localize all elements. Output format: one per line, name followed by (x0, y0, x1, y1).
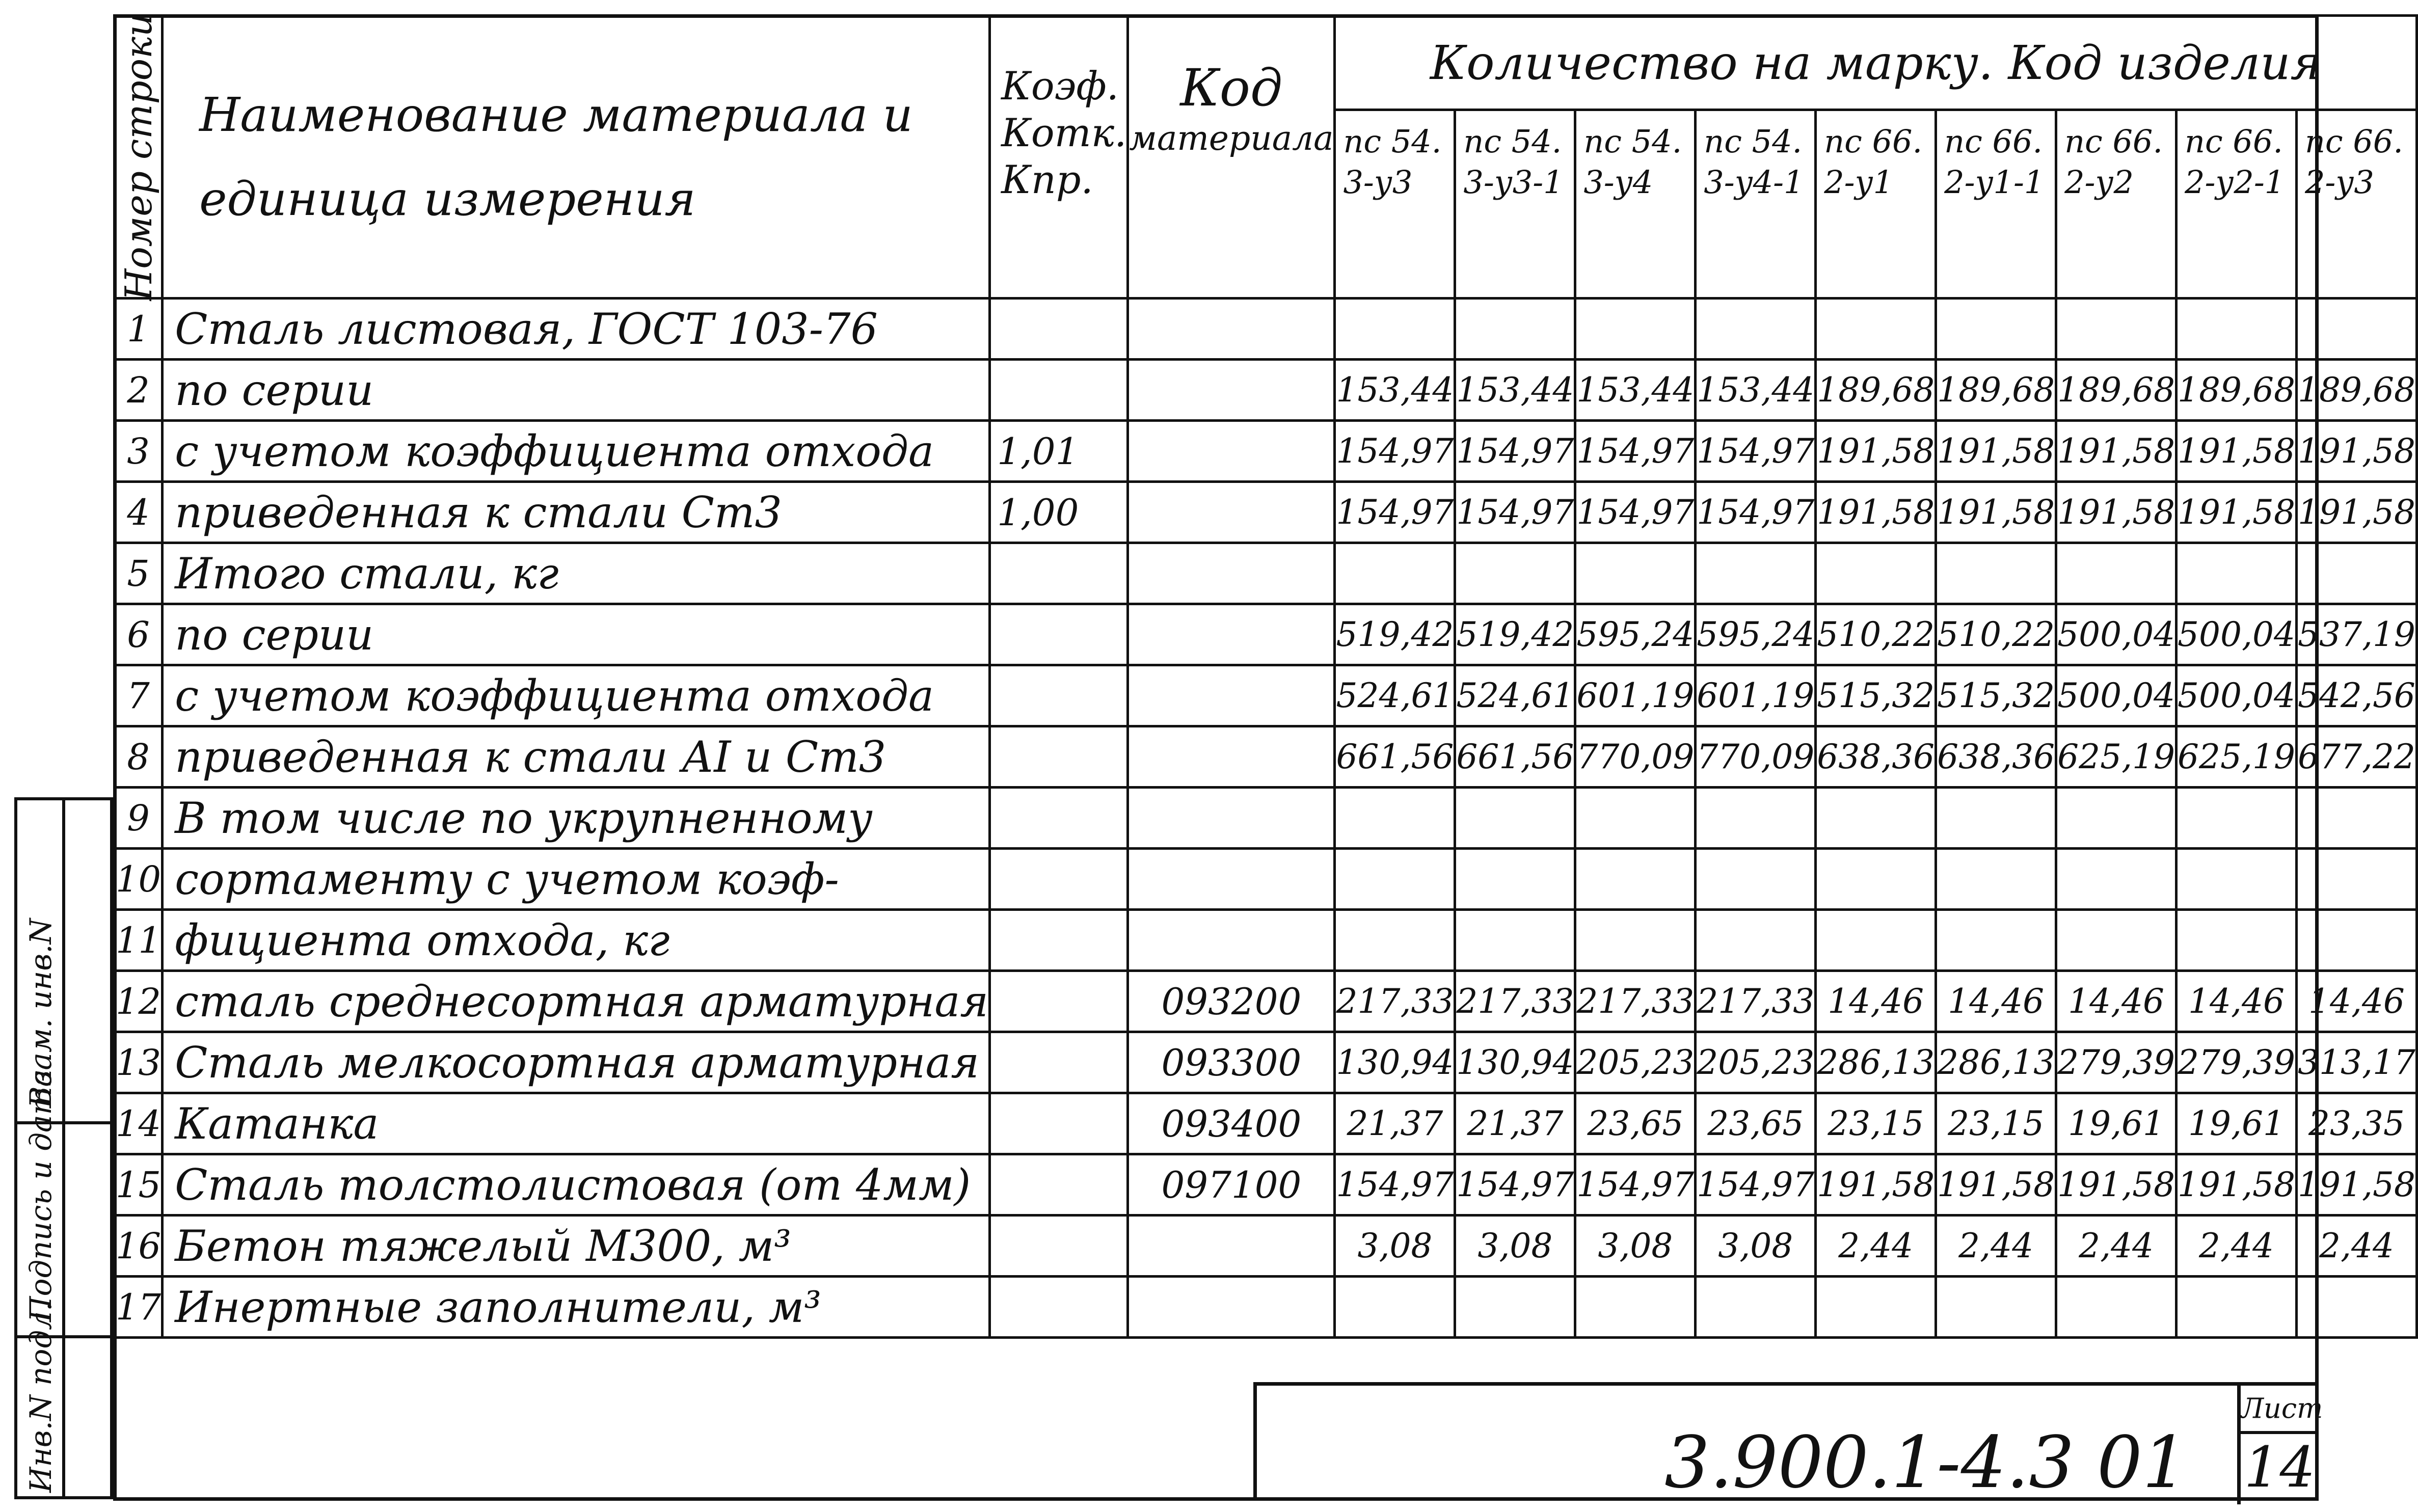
header-mark: пс 66. 2-у1-1 (1936, 110, 2056, 299)
material-code (1128, 665, 1335, 726)
table-row (115, 1154, 2417, 1216)
coefficient (990, 788, 1128, 849)
quantity-cell: 23,65 (1575, 1093, 1696, 1154)
quantity-cell: 519,42 (1455, 604, 1575, 665)
quantity-cell: 3,08 (1335, 1216, 1455, 1277)
quantity-cell: 217,33 (1455, 971, 1575, 1032)
stamp-signature-date: Подпись и дата (23, 1069, 58, 1322)
coefficient (990, 360, 1128, 421)
coefficient (990, 1032, 1128, 1093)
material-code (1128, 788, 1335, 849)
table-row (115, 788, 2417, 849)
table-row (115, 604, 2417, 665)
quantity-cell: 537,19 (2296, 604, 2416, 665)
quantity-cell: 19,61 (2177, 1093, 2297, 1154)
quantity-cell: 189,68 (2296, 360, 2416, 421)
quantity-cell: 23,15 (1816, 1093, 1936, 1154)
quantity-cell: 510,22 (1816, 604, 1936, 665)
quantity-cell: 189,68 (1816, 360, 1936, 421)
row-number: 15 (115, 1154, 163, 1216)
quantity-cell (1575, 543, 1696, 604)
quantity-cell (1936, 788, 2056, 849)
quantity-cell (1816, 849, 1936, 910)
quantity-cell: 154,97 (1455, 421, 1575, 482)
coefficient (990, 849, 1128, 910)
quantity-cell (1696, 543, 1816, 604)
material-code (1128, 910, 1335, 971)
material-name: Катанка (163, 1093, 990, 1154)
header-mark: пс 66. 2-у3 (2296, 110, 2416, 299)
quantity-cell: 14,46 (2296, 971, 2416, 1032)
quantity-cell: 23,35 (2296, 1093, 2416, 1154)
material-code (1128, 360, 1335, 421)
quantity-cell: 154,97 (1335, 482, 1455, 543)
quantity-cell (1936, 299, 2056, 360)
material-name: Сталь мелкосортная арматурная (163, 1032, 990, 1093)
quantity-cell: 770,09 (1696, 726, 1816, 788)
quantity-cell: 625,19 (2177, 726, 2297, 788)
coefficient (990, 665, 1128, 726)
material-name: сортаменту с учетом коэф- (163, 849, 990, 910)
quantity-cell (2296, 299, 2416, 360)
quantity-cell: 542,56 (2296, 665, 2416, 726)
quantity-cell: 19,61 (2056, 1093, 2177, 1154)
quantity-cell: 515,32 (1816, 665, 1936, 726)
quantity-cell: 191,58 (1816, 421, 1936, 482)
quantity-cell: 524,61 (1455, 665, 1575, 726)
quantity-cell (1455, 1277, 1575, 1338)
material-name: с учетом коэффициента отхода (163, 421, 990, 482)
quantity-cell: 153,44 (1455, 360, 1575, 421)
quantity-cell: 519,42 (1335, 604, 1455, 665)
quantity-cell (2056, 849, 2177, 910)
quantity-cell (1335, 910, 1455, 971)
quantity-cell (2177, 543, 2297, 604)
row-number: 6 (115, 604, 163, 665)
quantity-cell: 14,46 (2177, 971, 2297, 1032)
quantity-cell: 638,36 (1936, 726, 2056, 788)
quantity-cell (2177, 1277, 2297, 1338)
quantity-cell: 191,58 (1936, 1154, 2056, 1216)
title-block (1253, 1382, 2323, 1504)
header-material-code: Код материала (1128, 16, 1335, 299)
table-row (115, 360, 2417, 421)
coefficient (990, 1093, 1128, 1154)
row-number: 11 (115, 910, 163, 971)
row-number: 4 (115, 482, 163, 543)
coefficient (990, 299, 1128, 360)
material-name: приведенная к стали АI и Ст3 (163, 726, 990, 788)
coefficient (990, 1216, 1128, 1277)
quantity-cell (1335, 788, 1455, 849)
coefficient (990, 543, 1128, 604)
quantity-cell: 500,04 (2056, 665, 2177, 726)
quantity-cell (1696, 910, 1816, 971)
quantity-cell (1936, 1277, 2056, 1338)
quantity-cell (1455, 299, 1575, 360)
quantity-cell: 625,19 (2056, 726, 2177, 788)
header-mark: пс 54. 3-у4 (1575, 110, 1696, 299)
quantity-cell: 21,37 (1455, 1093, 1575, 1154)
table-row (115, 726, 2417, 788)
coefficient (990, 1277, 1128, 1338)
quantity-cell: 191,58 (2177, 482, 2297, 543)
coefficient: 1,00 (990, 482, 1128, 543)
quantity-cell: 595,24 (1696, 604, 1816, 665)
quantity-cell: 23,15 (1936, 1093, 2056, 1154)
table-row (115, 543, 2417, 604)
quantity-cell: 154,97 (1455, 482, 1575, 543)
quantity-cell (1816, 1277, 1936, 1338)
material-code (1128, 1216, 1335, 1277)
material-name: Сталь толстолистовая (от 4мм) (163, 1154, 990, 1216)
quantity-cell: 3,08 (1575, 1216, 1696, 1277)
quantity-cell: 2,44 (1936, 1216, 2056, 1277)
quantity-cell (1936, 910, 2056, 971)
material-code: 097100 (1128, 1154, 1335, 1216)
document-number: 3.900.1-4.3 01 (1664, 1421, 2188, 1504)
quantity-cell (1936, 849, 2056, 910)
quantity-cell: 191,58 (1816, 482, 1936, 543)
quantity-cell: 205,23 (1575, 1032, 1696, 1093)
header-mark: пс 54. 3-у3-1 (1455, 110, 1575, 299)
quantity-cell: 154,97 (1575, 482, 1696, 543)
row-number: 5 (115, 543, 163, 604)
quantity-cell (1455, 910, 1575, 971)
quantity-cell (2056, 910, 2177, 971)
quantity-cell: 191,58 (2296, 1154, 2416, 1216)
quantity-cell (1696, 788, 1816, 849)
row-number: 1 (115, 299, 163, 360)
quantity-cell: 3,08 (1455, 1216, 1575, 1277)
material-name: по серии (163, 604, 990, 665)
quantity-cell (2177, 299, 2297, 360)
quantity-cell: 601,19 (1575, 665, 1696, 726)
quantity-cell: 21,37 (1335, 1093, 1455, 1154)
quantity-cell (1575, 299, 1696, 360)
quantity-cell: 661,56 (1455, 726, 1575, 788)
quantity-cell: 130,94 (1335, 1032, 1455, 1093)
quantity-cell (1696, 299, 1816, 360)
quantity-cell: 153,44 (1575, 360, 1696, 421)
quantity-cell (2296, 788, 2416, 849)
quantity-cell (1335, 299, 1455, 360)
material-name: по серии (163, 360, 990, 421)
coefficient (990, 604, 1128, 665)
material-code (1128, 299, 1335, 360)
quantity-cell (2056, 299, 2177, 360)
quantity-cell (1335, 849, 1455, 910)
header-row-number: Номер строки (115, 16, 163, 299)
material-code (1128, 849, 1335, 910)
material-code (1128, 421, 1335, 482)
coefficient (990, 910, 1128, 971)
quantity-cell: 217,33 (1335, 971, 1455, 1032)
row-number: 14 (115, 1093, 163, 1154)
quantity-cell (1455, 788, 1575, 849)
sheet-number: 14 (2244, 1435, 2316, 1500)
quantity-cell: 286,13 (1936, 1032, 2056, 1093)
quantity-cell (1455, 543, 1575, 604)
quantity-cell: 601,19 (1696, 665, 1816, 726)
row-number: 2 (115, 360, 163, 421)
table-row (115, 1277, 2417, 1338)
quantity-cell: 153,44 (1696, 360, 1816, 421)
table-row (115, 1216, 2417, 1277)
quantity-cell: 154,97 (1335, 1154, 1455, 1216)
quantity-cell (1816, 788, 1936, 849)
quantity-cell: 217,33 (1696, 971, 1816, 1032)
quantity-cell: 189,68 (2056, 360, 2177, 421)
header-mark: пс 54. 3-у3 (1335, 110, 1455, 299)
header-coefficient: Коэф. Котк. Кпр. (990, 16, 1128, 299)
quantity-cell: 154,97 (1455, 1154, 1575, 1216)
quantity-cell (1575, 788, 1696, 849)
quantity-cell: 189,68 (1936, 360, 2056, 421)
material-code: 093300 (1128, 1032, 1335, 1093)
quantity-cell (1936, 543, 2056, 604)
quantity-cell: 2,44 (2177, 1216, 2297, 1277)
quantity-cell (2177, 910, 2297, 971)
table-row (115, 482, 2417, 543)
quantity-cell: 279,39 (2177, 1032, 2297, 1093)
quantity-cell: 595,24 (1575, 604, 1696, 665)
quantity-cell: 153,44 (1335, 360, 1455, 421)
header-mark: пс 66. 2-у2 (2056, 110, 2177, 299)
quantity-cell: 279,39 (2056, 1032, 2177, 1093)
table-row (115, 910, 2417, 971)
header-quantity: Количество на марку. Код изделия (1335, 16, 2416, 110)
quantity-cell: 154,97 (1696, 482, 1816, 543)
material-code (1128, 726, 1335, 788)
quantity-cell: 500,04 (2056, 604, 2177, 665)
quantity-cell (2056, 543, 2177, 604)
quantity-cell: 23,65 (1696, 1093, 1816, 1154)
row-number: 13 (115, 1032, 163, 1093)
coefficient (990, 1154, 1128, 1216)
material-name: сталь среднесортная арматурная (163, 971, 990, 1032)
quantity-cell: 191,58 (1936, 482, 2056, 543)
quantity-cell (1335, 543, 1455, 604)
quantity-cell: 510,22 (1936, 604, 2056, 665)
coefficient (990, 726, 1128, 788)
row-number: 9 (115, 788, 163, 849)
quantity-cell: 189,68 (2177, 360, 2297, 421)
quantity-cell (2177, 849, 2297, 910)
quantity-cell (2296, 1277, 2416, 1338)
material-name: Бетон тяжелый М300, м³ (163, 1216, 990, 1277)
row-number: 8 (115, 726, 163, 788)
table-row (115, 971, 2417, 1032)
stamp-inv-no: Инв.N подл. (23, 1302, 58, 1493)
quantity-cell (1575, 910, 1696, 971)
quantity-cell: 191,58 (2056, 421, 2177, 482)
quantity-cell: 14,46 (1816, 971, 1936, 1032)
quantity-cell: 638,36 (1816, 726, 1936, 788)
material-code (1128, 543, 1335, 604)
material-code (1128, 482, 1335, 543)
quantity-cell: 191,58 (2177, 1154, 2297, 1216)
header-mark: пс 66. 2-у2-1 (2177, 110, 2297, 299)
material-code (1128, 604, 1335, 665)
quantity-cell (1816, 543, 1936, 604)
quantity-cell: 500,04 (2177, 604, 2297, 665)
quantity-cell (2177, 788, 2297, 849)
quantity-cell: 191,58 (1816, 1154, 1936, 1216)
quantity-cell (2056, 788, 2177, 849)
quantity-cell (1816, 299, 1936, 360)
header-mark: пс 54. 3-у4-1 (1696, 110, 1816, 299)
material-name: В том числе по укрупненному (163, 788, 990, 849)
table-row (115, 299, 2417, 360)
table-row (115, 421, 2417, 482)
quantity-cell (2056, 1277, 2177, 1338)
header-material-name: Наименование материала и единица измерения (163, 16, 990, 299)
material-name: фициента отхода, кг (163, 910, 990, 971)
quantity-cell (1335, 1277, 1455, 1338)
row-number: 7 (115, 665, 163, 726)
table-row (115, 849, 2417, 910)
quantity-cell: 14,46 (2056, 971, 2177, 1032)
quantity-cell: 205,23 (1696, 1032, 1816, 1093)
quantity-cell: 3,08 (1696, 1216, 1816, 1277)
quantity-cell: 677,22 (2296, 726, 2416, 788)
quantity-cell: 191,58 (2056, 1154, 2177, 1216)
material-code: 093200 (1128, 971, 1335, 1032)
coefficient (990, 971, 1128, 1032)
material-name: Инертные заполнители, м³ (163, 1277, 990, 1338)
sheet-box (2237, 1386, 2323, 1504)
quantity-cell (1696, 849, 1816, 910)
material-code: 093400 (1128, 1093, 1335, 1154)
quantity-cell: 14,46 (1936, 971, 2056, 1032)
quantity-cell: 154,97 (1575, 1154, 1696, 1216)
quantity-cell: 2,44 (2296, 1216, 2416, 1277)
table-row (115, 1093, 2417, 1154)
row-number: 16 (115, 1216, 163, 1277)
quantity-cell: 2,44 (2056, 1216, 2177, 1277)
quantity-cell: 770,09 (1575, 726, 1696, 788)
quantity-cell (1455, 849, 1575, 910)
table-row (115, 665, 2417, 726)
quantity-cell: 515,32 (1936, 665, 2056, 726)
quantity-cell: 661,56 (1335, 726, 1455, 788)
row-number: 17 (115, 1277, 163, 1338)
row-number: 12 (115, 971, 163, 1032)
quantity-cell: 191,58 (2296, 482, 2416, 543)
quantity-cell: 217,33 (1575, 971, 1696, 1032)
quantity-cell (1575, 849, 1696, 910)
quantity-cell (2296, 849, 2416, 910)
quantity-cell (1696, 1277, 1816, 1338)
material-name: приведенная к стали Ст3 (163, 482, 990, 543)
quantity-cell: 500,04 (2177, 665, 2297, 726)
header-mark: пс 66. 2-у1 (1816, 110, 1936, 299)
table-row (115, 1032, 2417, 1093)
margin-stamp (14, 797, 113, 1499)
quantity-cell (2296, 543, 2416, 604)
material-name: Итого стали, кг (163, 543, 990, 604)
sheet-label: Лист (2241, 1386, 2319, 1434)
quantity-cell: 154,97 (1696, 421, 1816, 482)
row-number: 3 (115, 421, 163, 482)
quantity-cell: 286,13 (1816, 1032, 1936, 1093)
quantity-cell (1816, 910, 1936, 971)
quantity-cell (1575, 1277, 1696, 1338)
materials-table (113, 14, 2418, 1339)
quantity-cell: 313,17 (2296, 1032, 2416, 1093)
stamp-replacement-inv: Взам. инв.N (23, 918, 58, 1108)
quantity-cell: 154,97 (1335, 421, 1455, 482)
quantity-cell: 154,97 (1575, 421, 1696, 482)
material-name: Сталь листовая, ГОСТ 103-76 (163, 299, 990, 360)
material-code (1128, 1277, 1335, 1338)
quantity-cell: 154,97 (1696, 1154, 1816, 1216)
quantity-cell: 524,61 (1335, 665, 1455, 726)
material-name: с учетом коэффициента отхода (163, 665, 990, 726)
quantity-cell: 191,58 (2056, 482, 2177, 543)
quantity-cell: 130,94 (1455, 1032, 1575, 1093)
quantity-cell: 191,58 (2177, 421, 2297, 482)
quantity-cell: 191,58 (1936, 421, 2056, 482)
row-number: 10 (115, 849, 163, 910)
quantity-cell: 191,58 (2296, 421, 2416, 482)
coefficient: 1,01 (990, 421, 1128, 482)
quantity-cell: 2,44 (1816, 1216, 1936, 1277)
quantity-cell (2296, 910, 2416, 971)
